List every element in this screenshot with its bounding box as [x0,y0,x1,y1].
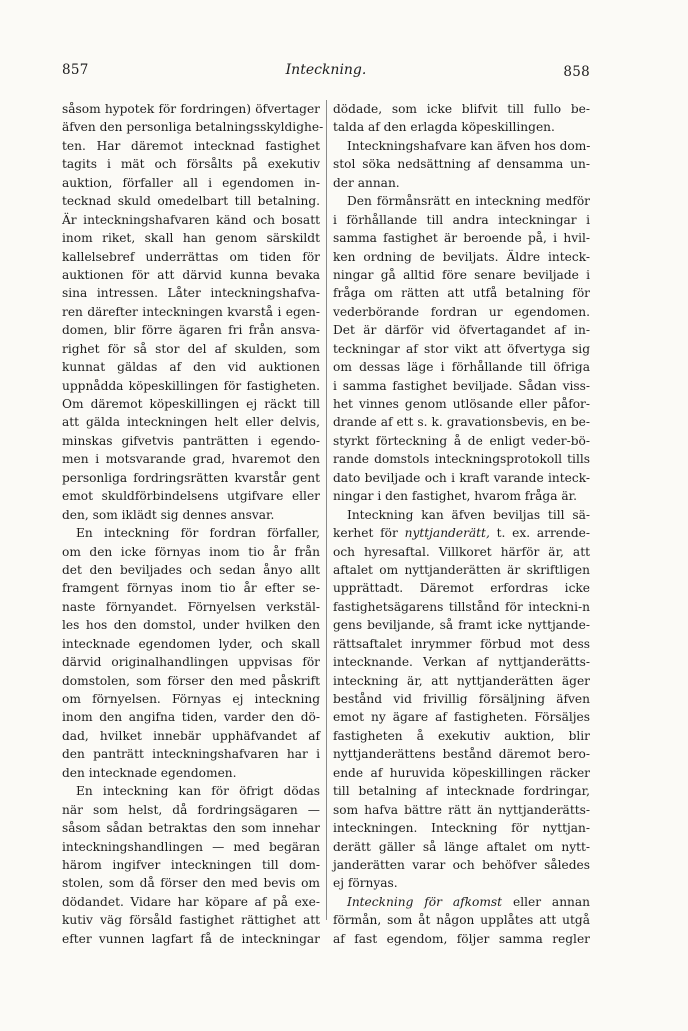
text-line: intecknande. Verkan af nyttjanderätts- [333,655,590,670]
right-page-number: 858 [563,64,590,80]
text-line: janderätten varar och behöfver således [333,857,590,872]
left-page-number: 857 [62,62,89,78]
text-line: En inteckning kan för öfrigt dödas [76,784,320,799]
text-line: ken ordning de beviljats. Äldre inteck- [333,249,590,264]
text-line: kutiv väg försåld fastighet rättighet att [62,913,320,928]
text-line: vederbörande fordran ur egendomen. [333,304,590,319]
text-line: förmån, som åt någon upplåtes att utgå [333,913,590,928]
text-line: teckningar af stor vikt att öfvertyga sig [333,341,590,356]
text-line: dad, hvilket innebär upphäfvandet af [62,728,320,743]
text-line: tecknad skuld omedelbart till betalning. [62,194,320,209]
text-line: till betalning af intecknade fordringar, [333,784,590,799]
text-line: och hyresaftal. Villkoret härför är, att [333,544,590,559]
text-line: Den förmånsrätt en inteckning medför [347,194,590,209]
text-line: ningar gå alltid före senare beviljade i [333,267,590,282]
text-line: inteckningen. Inteckning för nyttjan- [333,821,590,836]
text-line: Det är därför vid öfvertagandet af in- [333,323,590,338]
text-line: som hafva bättre rätt än nyttjanderätts- [333,802,590,817]
text-line: auktionen för att därvid kunna bevaka [62,267,320,282]
text-line: ren därefter inteckningen kvarstå i egen- [62,304,320,319]
text-line: den, som iklädt sig dennes ansvar. [62,507,275,522]
text-line: Om däremot köpeskillingen ej räckt till [62,397,320,411]
text-line: derätt gäller så länge aftalet om nytt- [333,839,590,854]
running-title: Inteckning. [285,62,367,78]
text-line: samma fastighet är beroende på, i hvil- [333,231,590,246]
page-header [62,62,590,84]
text-line: Inteckning för afkomst eller annan [347,894,591,909]
text-line: ende af huruvida köpeskillingen räcker [333,765,590,780]
text-line: såsom hypotek för fordringen) öfvertager [62,102,320,116]
text-line: emot skuldförbindelsens utgifvare eller [62,489,320,504]
text-line: den panträtt inteckningshafvaren har i [62,747,320,762]
text-line: framgent förnyas inom tio år efter se- [62,581,320,596]
text-line: der annan. [333,175,400,190]
text-line: efter vunnen lagfart få de inteckningar [62,931,320,946]
text-line: kunnat gäldas af den vid auktionen [62,360,320,375]
text-line: talda af den erlagda köpeskillingen. [333,120,555,135]
text-line: äfven den personliga betalningsskyldighe- [62,120,324,135]
text-line: nyttjanderättens bestånd däremot bero- [333,747,590,762]
text-line: när som helst, då fordringsägaren — [62,802,320,817]
text-line: den intecknade egendomen. [62,765,237,780]
text-line: upprättadt. Däremot erfordras icke [333,581,590,596]
text-line: drande af ett s. k. gravationsbevis, en be- [333,415,590,430]
text-line: En inteckning för fordran förfaller, [76,526,320,541]
text-line: i förhållande till andra inteckningar i [333,212,590,227]
text-line: domstolen, som förser den med påskrift [62,673,320,688]
text-line: Är inteckningshafvaren känd och bosatt [62,212,320,227]
text-line: inteckning är, att nyttjanderätten äger [333,673,590,688]
text-line: personliga fordringsrätten kvarstår gent [62,470,320,485]
text-line: om förnyelsen. Förnyas ej inteckning [62,692,320,706]
text-line: righet för så stor del af skulden, som [62,341,320,356]
text-line: minskas gifvetvis panträtten i egendo- [62,433,320,448]
text-line: såsom sådan betraktas den som innehar [62,821,320,836]
text-line: les hos den domstol, under hvilken den [62,618,320,633]
text-line: sina intressen. Låter inteckningshafva- [62,286,320,301]
text-line: rande domstols inteckningsprotokoll tills [333,452,590,467]
text-line: därvid originalhandlingen uppvisas för [62,655,320,670]
text-line: het vinnes genom utlösande eller påfor- [333,397,590,411]
text-line: Inteckningshafvare kan äfven hos dom- [347,138,591,153]
text-line: dödade, som icke blifvit till fullo be- [333,102,590,116]
left-text-column [62,100,324,948]
text-line: inom den angifna tiden, varder den dö- [62,710,320,725]
text-line: emot ny ägare af fastigheten. Försäljes [333,710,590,725]
text-line: aftalet om nyttjanderätten är skriftligen [333,562,590,577]
text-line: tagits i mät och försålts på exekutiv [62,157,320,172]
column-divider [326,100,327,920]
text-line: det den beviljades och sedan ånyo allt [62,562,320,577]
text-line: af fast egendom, följer samma regler [333,931,590,946]
text-line: rättsaftalet inrymmer förbud mot dess [333,636,590,651]
text-line: naste förnyandet. Förnyelsen verkstäl- [62,599,320,614]
text-line: kallelsebref underrättas om tiden för [62,249,320,264]
text-line: auktion, förfaller all i egendomen in- [62,175,320,190]
text-line: stol söka nedsättning af densamma un- [333,157,590,172]
text-line: om dessas läge i förhållande till öfriga [333,360,590,375]
text-line: ningar i den fastighet, hvarom fråga är. [333,489,577,504]
text-line: dödandet. Vidare har köpare af på exe- [62,894,320,909]
text-line: ten. Har däremot intecknad fastighet [62,138,320,153]
text-line: men i motsvarande grad, hvaremot den [62,452,320,467]
text-line: fastighetsägarens tillstånd för inteckni-n [333,599,590,614]
text-line: kerhet för nyttjanderätt, t. ex. arrende- [333,526,591,541]
text-line: inom riket, skall han genom särskildt [62,231,320,246]
right-text-column [333,100,590,948]
text-line: inteckningshandlingen — med begäran [62,839,320,854]
text-line: Inteckning kan äfven beviljas till sä- [347,507,590,522]
text-line: uppnådda köpeskillingen för fastigheten. [62,378,320,393]
text-line: fastigheten å exekutiv auktion, blir [333,728,590,743]
text-line: dato beviljade och i kraft varande inteck- [333,470,590,485]
text-line: domen, blir förre ägaren fri från ansva- [62,323,320,338]
text-line: att gälda inteckningen helt eller delvis, [62,415,320,430]
text-line: gens beviljande, så framt icke nyttjande- [333,618,590,633]
text-line: styrkt förteckning å de enligt veder-bö- [333,433,590,448]
text-line: fråga om rätten att utfå betalning för [333,286,590,301]
text-line: om den icke förnyas inom tio år från [62,544,320,559]
text-line: ej förnyas. [333,876,398,891]
text-line: härom ingifver inteckningen till dom- [62,857,320,872]
text-line: bestånd vid frivillig försäljning äfven [333,692,590,706]
text-line: intecknade egendomen lyder, och skall [62,636,320,651]
text-line: i samma fastighet beviljade. Sådan viss- [333,378,590,393]
text-line: stolen, som då förser den med bevis om [62,876,320,891]
